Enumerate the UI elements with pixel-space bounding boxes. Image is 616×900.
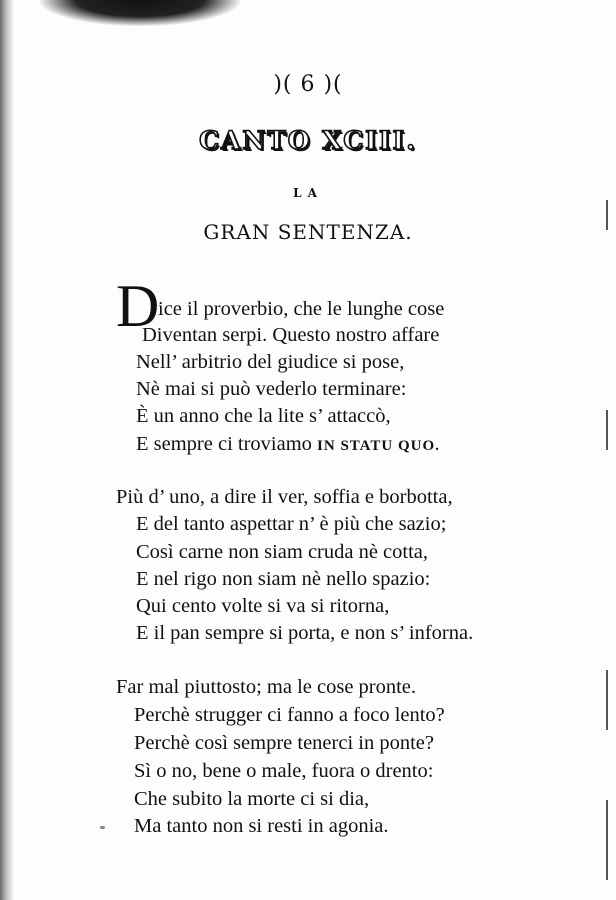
poem-title: GRAN SENTENZA. [203, 220, 413, 244]
verse-line: Nè mai si può vederlo terminare: [136, 378, 407, 400]
scan-shadow [40, 0, 240, 26]
canto-heading: CANTO XCIII. [199, 126, 417, 155]
drop-cap: D [116, 273, 160, 339]
verse-line: Più d’ uno, a dire il ver, soffia e borbotta, [116, 486, 453, 508]
page-edge-marks [606, 200, 610, 880]
verse-line-with-small-caps [136, 431, 440, 459]
small-caps-phrase: IN STATU QUO. [317, 438, 440, 454]
verse-line: Perchè strugger ci fanno a foco lento? [134, 704, 445, 726]
page-number: )( 6 )( [273, 72, 343, 97]
verse-line: Che subito la morte ci si dia, [134, 788, 370, 810]
verse-line: È un anno che la lite s’ attaccò, [136, 405, 391, 427]
verse-line: Nell’ arbitrio del giudice si pose, [136, 351, 405, 373]
verse-line: Sì o no, bene o male, fuora o drento: [134, 760, 434, 782]
ink-speck [100, 826, 105, 829]
verse-line: Qui cento volte si va si ritorna, [136, 595, 390, 617]
verse-text: E sempre ci troviamo [136, 433, 312, 455]
verse-line: Ma tanto non si resti in agonia. [134, 815, 389, 837]
verse-line: ice il proverbio, che le lunghe cose [158, 298, 445, 320]
verse-line: E nel rigo non siam nè nello spazio: [136, 568, 431, 590]
verse-line: Perchè così sempre tenerci in ponte? [134, 732, 434, 754]
pre-title: LA [293, 186, 323, 200]
verse-line: Così carne non siam cruda nè cotta, [136, 541, 429, 563]
verse-line: E il pan sempre si porta, e non s’ inforna. [136, 622, 474, 644]
verse-line: Far mal piuttosto; ma le cose pronte. [116, 676, 417, 698]
verse-line: E del tanto aspettar n’ è più che sazio; [136, 513, 447, 535]
verse-line: Diventan serpi. Questo nostro affare [142, 324, 440, 346]
